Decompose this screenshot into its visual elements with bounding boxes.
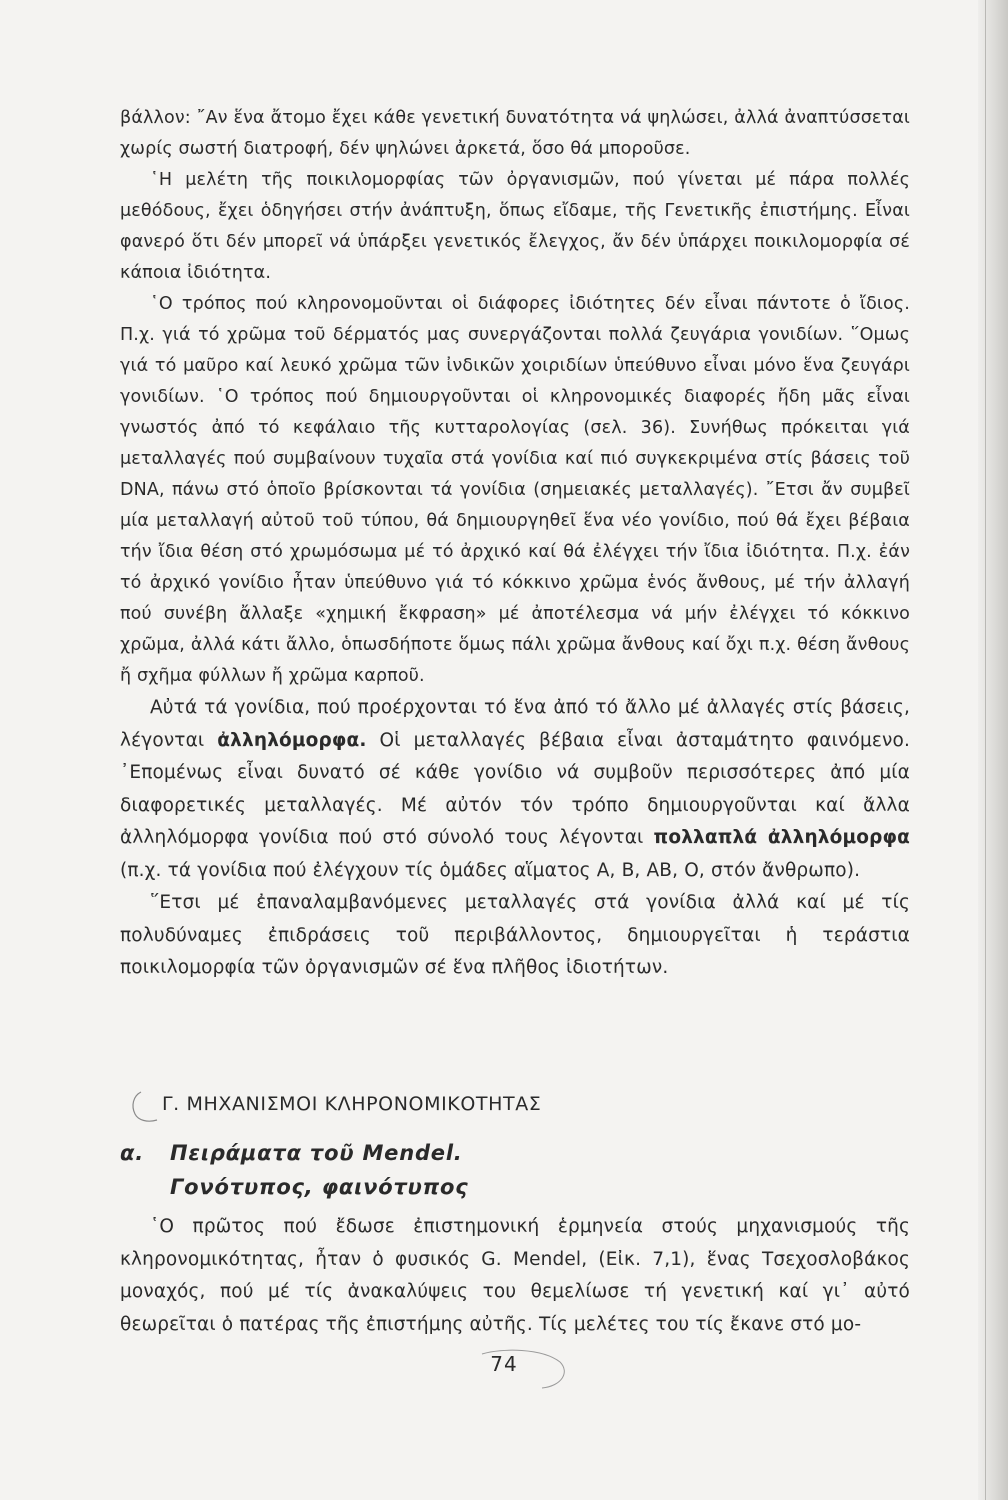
- section-text-block: [120, 1211, 910, 1341]
- page-edge-shadow: [978, 0, 1008, 1500]
- term-pollapla-allelomorpha: πολλαπλά ἀλληλόμορφα: [653, 827, 910, 848]
- paragraph-4: [120, 692, 910, 887]
- term-allelomorpha: ἀλληλόμορφα.: [217, 729, 367, 751]
- paragraph-1: βάλλον: ῎Αν ἕνα ἄτομο ἔχει κάθε γενετική δυνατότητα νά ψηλώσει, ἀλλά ἀναπτύσσεται χωρίς σωστή διατροφή, δέν ψηλώνει ἀρκετά, ὅσο θά μποροῦσε.: [120, 108, 910, 159]
- sub-heading-line-1: [120, 1136, 469, 1170]
- handwritten-arc-mark: [127, 1090, 161, 1124]
- sub-heading-title: Πειράματα τοῦ Mendel.: [170, 1141, 463, 1165]
- paragraph-2: ῾Η μελέτη τῆς ποικιλομορφίας τῶν ὀργανισμῶν, πού γίνεται μέ πάρα πολλές μεθόδους, ἔχει ὁδηγήσει στήν ἀνάπτυξη, ὅπως εἴδαμε, τῆς Γενετικῆς ἐπιστήμης. Εἶναι φανερό ὅτι δέν μπορεῖ νά ὑπάρξει γενετικός ἔλεγχος, ἄν δέν ὑπάρχει ποικιλομορφία σέ κάποια ἰδιότητα.: [120, 170, 910, 283]
- paragraph-4-end: (π.χ. τά γονίδια πού ἐλέγχουν τίς ὁμάδες αἵματος Α, Β, ΑΒ, Ο, στόν ἄνθρωπο).: [120, 859, 861, 881]
- paragraph-4-middle: Οἱ μεταλλαγές βέβαια εἶναι ἀσταμάτητο φαινόμενο. ᾿Επομένως εἶναι δυνατό σέ κάθε γονίδιο νά συμβοῦν περισσότερες ἀπό μία διαφορετικές μεταλλαγές. Μέ αὐτόν τόν τρόπο δημιουργοῦνται καί ἄλλα ἀλληλόμορφα γονίδια πού στό σύνολό τους λέγονται: [120, 729, 911, 848]
- paragraph-3: ῾Ο τρόπος πού κληρονομοῦνται οἱ διάφορες ἰδιότητες δέν εἶναι πάντοτε ὁ ἴδιος. Π.χ. γιά τό χρῶμα τοῦ δέρματός μας συνεργάζονται πολλά ζευγάρια γονιδίων. ῞Ομως γιά τό μαῦρο καί λευκό χρῶμα τῶν ἰνδικῶν χοιριδίων ὑπεύθυνο εἶναι μόνο ἕνα ζευγάρι γονιδίων. ῾Ο τρόπος πού δημιουργοῦνται οἱ κληρονομικές διαφορές ἤδη μᾶς εἶναι γνωστός ἀπό τό κεφάλαιο τῆς κυτταρολογίας (σελ. 36). Συνήθως πρόκειται γιά μεταλλαγές πού συμβαίνουν τυχαῖα στά γονίδια καί πιό συγκεκριμένα στίς βάσεις τοῦ DNA, πάνω στό ὁποῖο βρίσκονται τά γονίδια (σημειακές μεταλλαγές). ῎Ετσι ἄν συμβεῖ μία μεταλλαγή αὐτοῦ τοῦ τύπου, θά δημιουργηθεῖ ἕνα νέο γονίδιο, πού θά ἔχει βέβαια τήν ἴδια θέση στό χρωμόσωμα μέ τό ἀρχικό καί θά ἐλέγχει τήν ἴδια ἰδιότητα. Π.χ. ἐάν τό ἀρχικό γονίδιο ἦταν ὑπεύθυνο γιά τό κόκκινο χρῶμα ἑνός ἄνθους, μέ τήν ἀλλαγή πού συνέβη ἄλλαξε «χημική ἔκφραση» μέ ἀποτέλεσμα νά μήν ἐλέγχει τό κόκκινο χρῶμα, ἀλλά κάτι ἄλλο, ὁπωσδήποτε ὅμως πάλι χρῶμα ἄνθους καί ὄχι π.χ. θέση ἄνθους ἤ σχῆμα φύλλων ἤ χρῶμα καρποῦ.: [120, 294, 910, 686]
- main-text-block: [120, 103, 910, 985]
- paragraph-4-start: Αὐτά τά γονίδια, πού προέρχονται τό ἕνα ἀπό τό ἄλλο μέ ἀλλαγές στίς βάσεις, λέγονται: [120, 697, 910, 751]
- section-paragraph: ῾Ο πρῶτος πού ἔδωσε ἐπιστημονική ἑρμηνεία στούς μηχανισμούς τῆς κληρονομικότητας, ἦταν ὁ φυσικός G. Mendel, (Εἰκ. 7,1), ἕνας Τσεχοσλοβάκος μοναχός, πού μέ τίς ἀνακαλύψεις του θεμελίωσε τή γενετική καί γι᾿ αὐτό θεωρεῖται ὁ πατέρας τῆς ἐπιστήμης αὐτῆς. Τίς μελέτες του τίς ἔκανε στό μο-: [120, 1216, 910, 1335]
- sub-heading: [120, 1136, 469, 1204]
- page-number: 74: [490, 1352, 518, 1376]
- sub-heading-letter: α.: [120, 1141, 145, 1165]
- sub-heading-line-2: Γονότυπος, φαινότυπος: [170, 1175, 469, 1199]
- paragraph-5: ῞Ετσι μέ ἐπαναλαμβανόμενες μεταλλαγές στά γονίδια ἀλλά καί μέ τίς πολυδύναμες ἐπιδράσεις τοῦ περιβάλλοντος, δημιουργεῖται ἡ τεράστια ποικιλομορφία τῶν ὀργανισμῶν σέ ἕνα πλῆθος ἰδιοτήτων.: [120, 892, 910, 978]
- section-heading: Γ. ΜΗΧΑΝΙΣΜΟΙ ΚΛΗΡΟΝΟΜΙΚΟΤΗΤΑΣ: [162, 1093, 542, 1115]
- page-edge-line: [985, 0, 986, 1500]
